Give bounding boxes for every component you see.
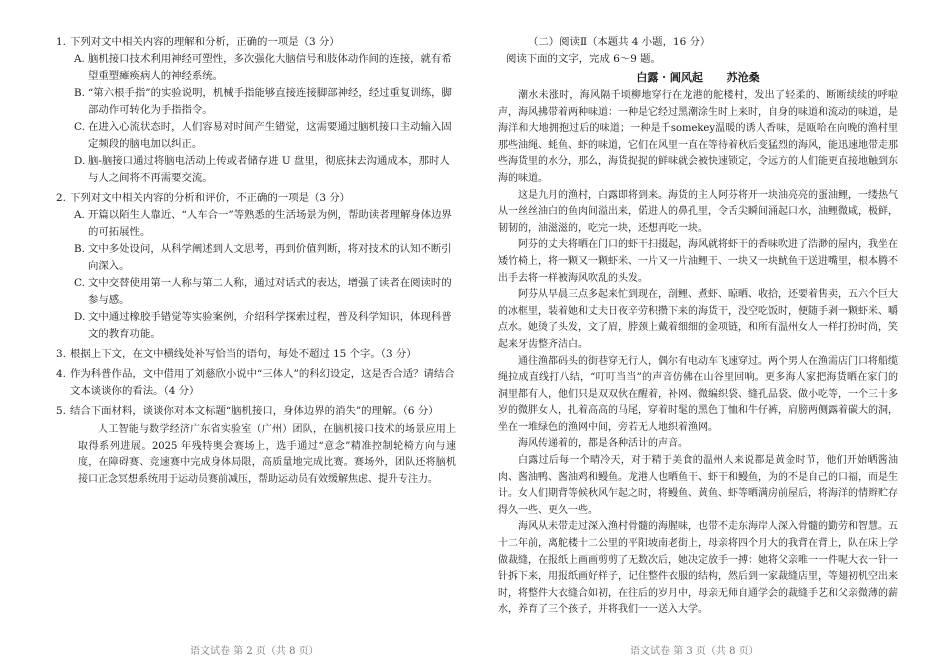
article-paragraph: 海风从未带走过深入渔村骨髓的海腥味，也带不走东海岸人深入骨髓的勤劳和智慧。五十二年前，离舵楼十二公里的平阳坡南老街上，母亲将四个月大的我背在背上，队在床上学做裁缝，在报纸上画画剪剪了无数次后，她决定放手一搏：她将父亲唯一一件呢大衣一针一针拆下来，用报纸画好样子，记住整件衣服的结构，然后到一家裁缝店里，等翅初机空出来时，将整件大衣缝合如初，在往后的岁月中，母亲无师自通学会的裁缝手艺和父亲微薄的薪水，养育了三个孩子，并将我们一一送入大学。 [498,521,898,616]
question-1 [56,34,456,187]
article-heading [498,69,898,87]
article-paragraph: 潮水未涨时，海风隔千顷柳地穿行在龙港的舵楼村，发出了轻柔的、断断续续的呼啦声，海风拂带着两种味道：一种是它经过黑潮涂生时上来时，自身的味道和流动的味道，是海洋和大地拥抱过后的味道；一种是千somekey温暖的诱人香味，是瓯哈在向晚的渔村里那些油绳、蚝鱼、虾的味道，它们在风里一直在等待着秋后变猛烈的海风，能迅速地带走那些海货里的水分，那么，海货捉捉的鲜味就会被快速锁定，令远方的人们能更直接地触到东海的味道。 [498,90,898,184]
page-footer-left: 语文试卷 第 2 页（共 8 页） [190,646,319,657]
question-number: 1. [56,36,66,48]
option-c: C. 在进入心流状态时，人们容易对时间产生错觉，这需要通过脑机接口主动输入固定频段的脑电加以纠正。 [74,121,452,150]
option-d: D. 文中通过橡胶手错觉等实验案例，介绍科学探索过程，普及科学知识，体现科普文的教育功能。 [74,311,452,340]
question-number: 2. [56,192,66,204]
section-instruction: 阅读下面的文字，完成 6～9 题。 [506,53,661,65]
question-stem: 作为科普作品，文中借用了刘慈欣小说中“三体人”的科幻设定，这是否合适？请结合文本谈谈你的看法。（4 分） [70,368,455,397]
article-paragraph: 阿芬的丈夫将晒在门口的虾干扫掇起，海风就将虾干的香味吹进了浩渺的屋内，我坐在矮竹椅上，将一颗又一颗虾米、一片又一片油鲤干、一块又一块鱿鱼干送进嘴里，根本腾不出手去将一样被海风吹乱的头发。 [498,239,898,284]
question-4: 4. 作为科普作品，文中借用了刘慈欣小说中“三体人”的科幻设定，这是否合适？请结合文本谈谈你的看法。（4 分） [56,366,456,400]
question-5: 5. 结合下面材料，谈谈你对本文标题“脑机接口，身体边界的消失”的理解。（6 分） 人工智能与数学经济广东省实验室（广州）团队，在脑机接口技术的场景应用上取得系列进展。2025 年残特奥会赛场上，选手通过“意念”精准控制轮椅方向与速度，在障碍赛、竞速赛中完成身体局限，高质量地完成比赛。赛场外，团队还将脑机接口正念冥想系统用于运动员赛前减压，帮助运动员有效缓解焦虑、提升专注力。 [56,403,456,488]
article-paragraph: 这是九月的渔村，白露即将到来。海货的主人阿芬将开一块油亮亮的蛋油鲤，一缕热气从一丝丝油白的鱼肉间溢出来，偌进人的鼻孔里，令舌尖瞬间涌起口水，油鲤微咸，极鲜，韧韧的，油滋滋的，吃完一块，还想再吃一块。 [498,189,898,234]
article-author: 苏沧桑 [726,71,760,84]
page-footer-right: 语文试卷 第 3 页（共 8 页） [630,646,759,657]
question-3: 3. 根据上下文，在文中横线处补写恰当的语句，每处不超过 15 个字。（3 分） [56,346,456,363]
article-paragraph: 海风传递着的，都是各种活计的声音。 [518,438,688,450]
article-title: 白露 · 阊风起 [636,71,703,84]
option-b: B. 文中多处设问，从科学阐述到人文思考，再到价值判断，将对技术的认知不断引向深入。 [74,243,452,272]
option-c: C. 文中交替使用第一人称与第二人称，通过对话式的表达，增强了读者在阅读时的参与感。 [74,277,452,306]
question-2 [56,190,456,343]
right-column [498,34,898,619]
question-stem: 下列对文中相关内容的理解和分析，正确的一项是（3 分） [70,36,340,48]
option-b: B. “第六根手指”的实验说明，机械手指能够直接连接脚部神经，经过重复训练，脚部动作可转化为手指指令。 [74,87,452,116]
left-column [56,34,456,491]
question-stem: 结合下面材料，谈谈你对本文标题“脑机接口，身体边界的消失”的理解。（6 分） [70,405,439,417]
option-a: A. 脑机接口技术利用神经可塑性，多次强化大脑信号和肢体动作间的连接，就有希望重塑瘫痪病人的神经系统。 [74,53,452,82]
article-paragraph: 阿芬从早晨三点多起来忙到现在，剖鲤、煮虾、晾晒、收拾，还要着售卖，五六个巨大的冰框里，装着她和丈夫日夜辛劳积攒下来的海货干，没空吃饭时，便随手剥一颗虾米、嚼点水。她烫了头发，文了眉，脖颈上戴着细细的金项链，和所有温州女人一样打扮时尚，笑起来牙齿整齐洁白。 [498,289,898,350]
article-paragraph: 通往渔都码头的街巷穿无行人，偶尔有电动车飞速穿过。两个男人在渔需店门口将船缆绳拉成直线打八结，“叮叮当当”的声音仿佛在山谷里回响。更多海人家把海货晒在家门的洞里都有人，他们只是双双伙在醒着，补网、微编织袋、缝孔品袋、做小吃等，一个三十多岁的微胖女人，扎着高高的马尾，穿着时髦的黑色丁恤和牛仔裤，肩膀两侧露着碳大的洞，坐在一堆绿色的渔网中间，旁若无人地织着渔网。 [498,355,898,433]
article-paragraph: 白露过后每一个晴冷天，对于精于美食的温州人来说都是黄金时节，他们开始晒酱油肉、酱油鸭、酱油鸡和鳗鱼。龙港人也晒鱼干、虾干和鳗鱼，为的不是自己的口福，而是生计。女人们期背等候秋风乍起之时，将鳗鱼、黄鱼、虾等晒满房前屋后，将海洋的情辫贮存得久一些、更久一些。 [498,455,898,516]
option-a: A. 开篇以陌生人靠近、“人车合一”等熟悉的生活场景为例，帮助读者理解身体边界的可拓展性。 [74,209,452,238]
section-title: （二）阅读Ⅱ（本题共 4 小题，16 分） [528,36,711,48]
question-stem: 下列对文中相关内容的分析和评价，不正确的一项是（3 分） [70,192,351,204]
option-d: D. 脑-脑接口通过将脑电活动上传或者储存进 U 盘里，彻底抹去沟通成本，那时人与人之间将不再需要交流。 [74,155,450,184]
material-text: 人工智能与数学经济广东省实验室（广州）团队，在脑机接口技术的场景应用上取得系列进展。2025 年残特奥会赛场上，选手通过“意念”精准控制轮椅方向与速度，在障碍赛、竞速赛中完成身体局限，高质量地完成比赛。赛场外，团队还将脑机接口正念冥想系统用于运动员赛前减压，帮助运动员有效缓解焦虑、提升专注力。 [78,424,456,485]
question-stem: 根据上下文，在文中横线处补写恰当的语句，每处不超过 15 个字。（3 分） [70,348,417,360]
